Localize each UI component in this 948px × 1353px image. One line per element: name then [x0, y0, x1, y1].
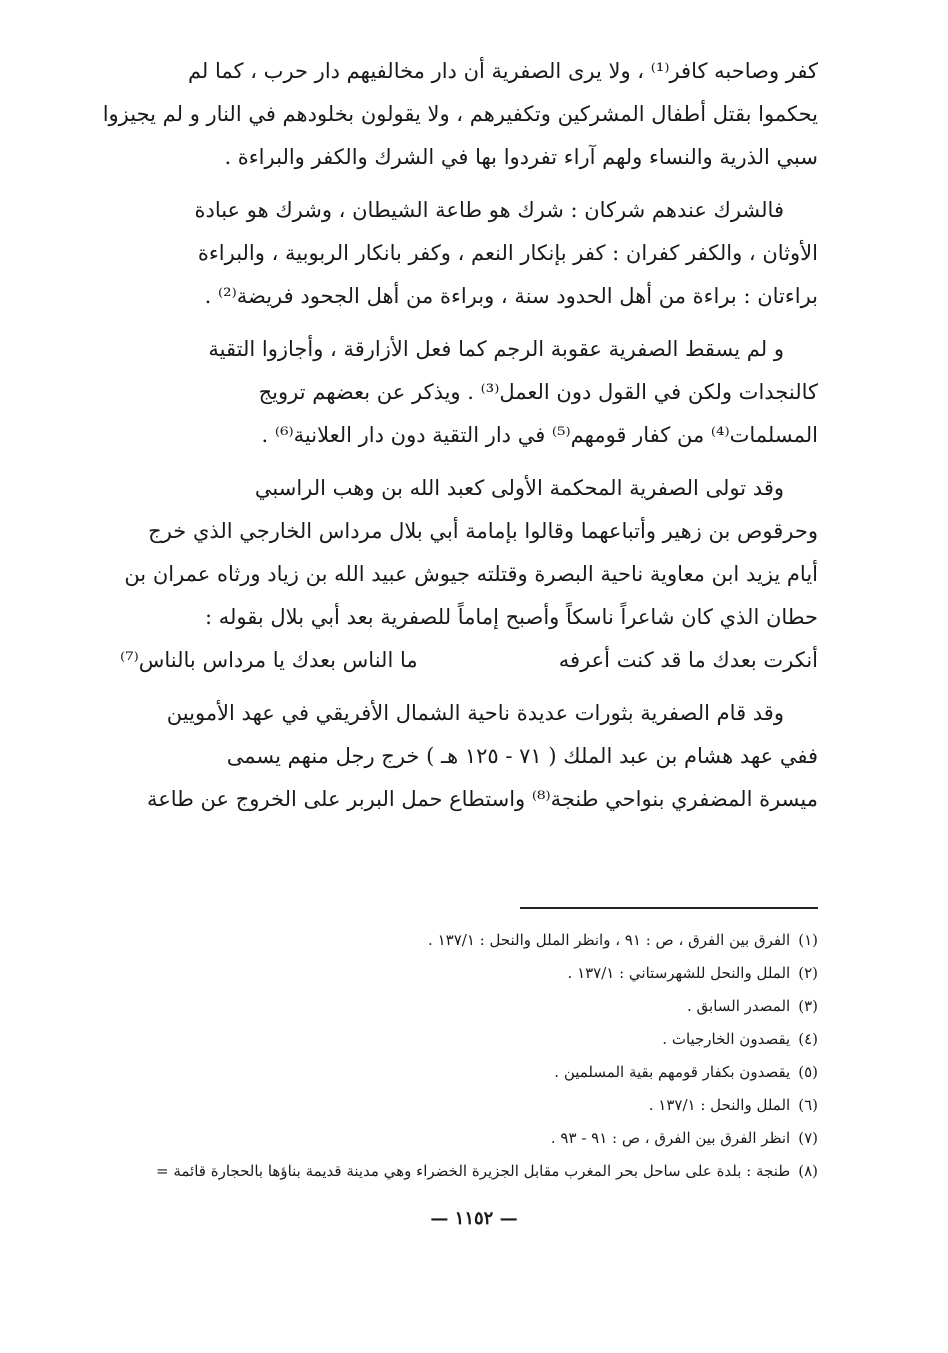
paragraph-4: [100, 467, 818, 639]
footnote-item: [100, 1056, 818, 1089]
footnote-text: الملل والنحل للشهرستاني : ١٣٧/١ .: [567, 964, 791, 982]
page-number: — ١١٥٢ —: [430, 1208, 518, 1229]
footnote-item: [100, 957, 818, 990]
poetry-verse: [100, 639, 818, 682]
text-line: يحكموا بقتل أطفال المشركين وتكفيرهم ، ولا يقولون بخلودهم في النار و لم يجيزوا: [102, 102, 818, 126]
footnote-item: [100, 1023, 818, 1056]
footnote-number: (٥): [798, 1063, 818, 1081]
text-line: براءتان : براءة من أهل الحدود سنة ، وبراءة من أهل الجحود فريضة⁽²⁾ .: [204, 284, 818, 308]
text-line: وقد تولى الصفرية المحكمة الأولى كعبد الله بن وهب الراسبي: [254, 476, 784, 500]
footnote-number: (١): [798, 931, 818, 949]
footnote-number: (٦): [798, 1096, 818, 1114]
footnote-number: (٢): [798, 964, 818, 982]
paragraph-3: [100, 328, 818, 457]
footnote-number: (٣): [798, 997, 818, 1015]
paragraph-2: [100, 189, 818, 318]
footnote-number: (٧): [798, 1129, 818, 1147]
footnote-text: يقصدون بكفار قومهم بقية المسلمين .: [554, 1063, 791, 1081]
footnote-text: الفرق بين الفرق ، ص : ٩١ ، وانظر الملل والنحل : ١٣٧/١ .: [428, 931, 791, 949]
text-line: ميسرة المضفري بنواحي طنجة⁽⁸⁾ واستطاع حمل البربر على الخروج عن طاعة: [146, 787, 818, 811]
text-line: حطان الذي كان شاعراً ناسكاً وأصبح إماماً للصفرية بعد أبي بلال بقوله :: [205, 605, 818, 629]
text-line: كالنجدات ولكن في القول دون العمل⁽³⁾ . ويذكر عن بعضهم ترويج: [258, 380, 818, 404]
verse-second-hemistich: ما الناس بعدك يا مرداس بالناس⁽⁷⁾: [120, 648, 418, 672]
paragraph-5: [100, 692, 818, 821]
footnote-item: [100, 1155, 818, 1188]
footnote-text: الملل والنحل : ١٣٧/١ .: [648, 1096, 791, 1114]
footnotes: [100, 924, 818, 1188]
text-line: سبي الذرية والنساء ولهم آراء تفردوا بها في الشرك والكفر والبراءة .: [224, 145, 818, 169]
text-line: فالشرك عندهم شركان : شرك هو طاعة الشيطان ، وشرك هو عبادة: [194, 198, 784, 222]
footnote-text: المصدر السابق .: [687, 997, 791, 1015]
text-line: ففي عهد هشام بن عبد الملك ( ٧١ - ١٢٥ هـ ) خرج رجل منهم يسمى: [226, 744, 818, 768]
footnote-separator: [520, 907, 818, 909]
footnote-number: (٤): [798, 1030, 818, 1048]
footnote-text: انظر الفرق بين الفرق ، ص : ٩١ - ٩٣ .: [550, 1129, 791, 1147]
text-line: و لم يسقط الصفرية عقوبة الرجم كما فعل الأزارقة ، وأجازوا التقية: [208, 337, 784, 361]
footnote-item: [100, 990, 818, 1023]
footnote-number: (٨): [798, 1162, 818, 1180]
footnote-item: [100, 1089, 818, 1122]
verse-first-hemistich: أنكرت بعدك ما قد كنت أعرفه: [558, 648, 818, 672]
text-line: المسلمات⁽⁴⁾ من كفار قومهم⁽⁵⁾ في دار التقية دون دار العلانية⁽⁶⁾ .: [261, 423, 818, 447]
footnote-text: طنجة : بلدة على ساحل بحر المغرب مقابل الجزيرة الخضراء وهي مدينة قديمة بناؤها بالحجارة قائمة =: [156, 1162, 791, 1180]
footnote-text: يقصدون الخارجيات .: [662, 1030, 791, 1048]
text-line: كفر وصاحبه كافر⁽¹⁾ ، ولا يرى الصفرية أن دار مخالفيهم دار حرب ، كما لم: [187, 59, 818, 83]
footnote-item: [100, 1122, 818, 1155]
footnote-item: [100, 924, 818, 957]
main-text: [100, 50, 818, 831]
text-line: وحرقوص بن زهير وأتباعهما وقالوا بإمامة أبي بلال مرداس الخارجي الذي خرج: [148, 519, 818, 543]
text-line: الأوثان ، والكفر كفران : كفر بإنكار النعم ، وكفر بانكار الربوبية ، والبراءة: [197, 241, 818, 265]
paragraph-1: [100, 50, 818, 179]
text-line: وقد قام الصفرية بثورات عديدة ناحية الشمال الأفريقي في عهد الأمويين: [166, 701, 784, 725]
text-line: أيام يزيد ابن معاوية ناحية البصرة وقتلته جيوش عبيد الله بن زياد ورثاه عمران بن: [124, 562, 818, 586]
